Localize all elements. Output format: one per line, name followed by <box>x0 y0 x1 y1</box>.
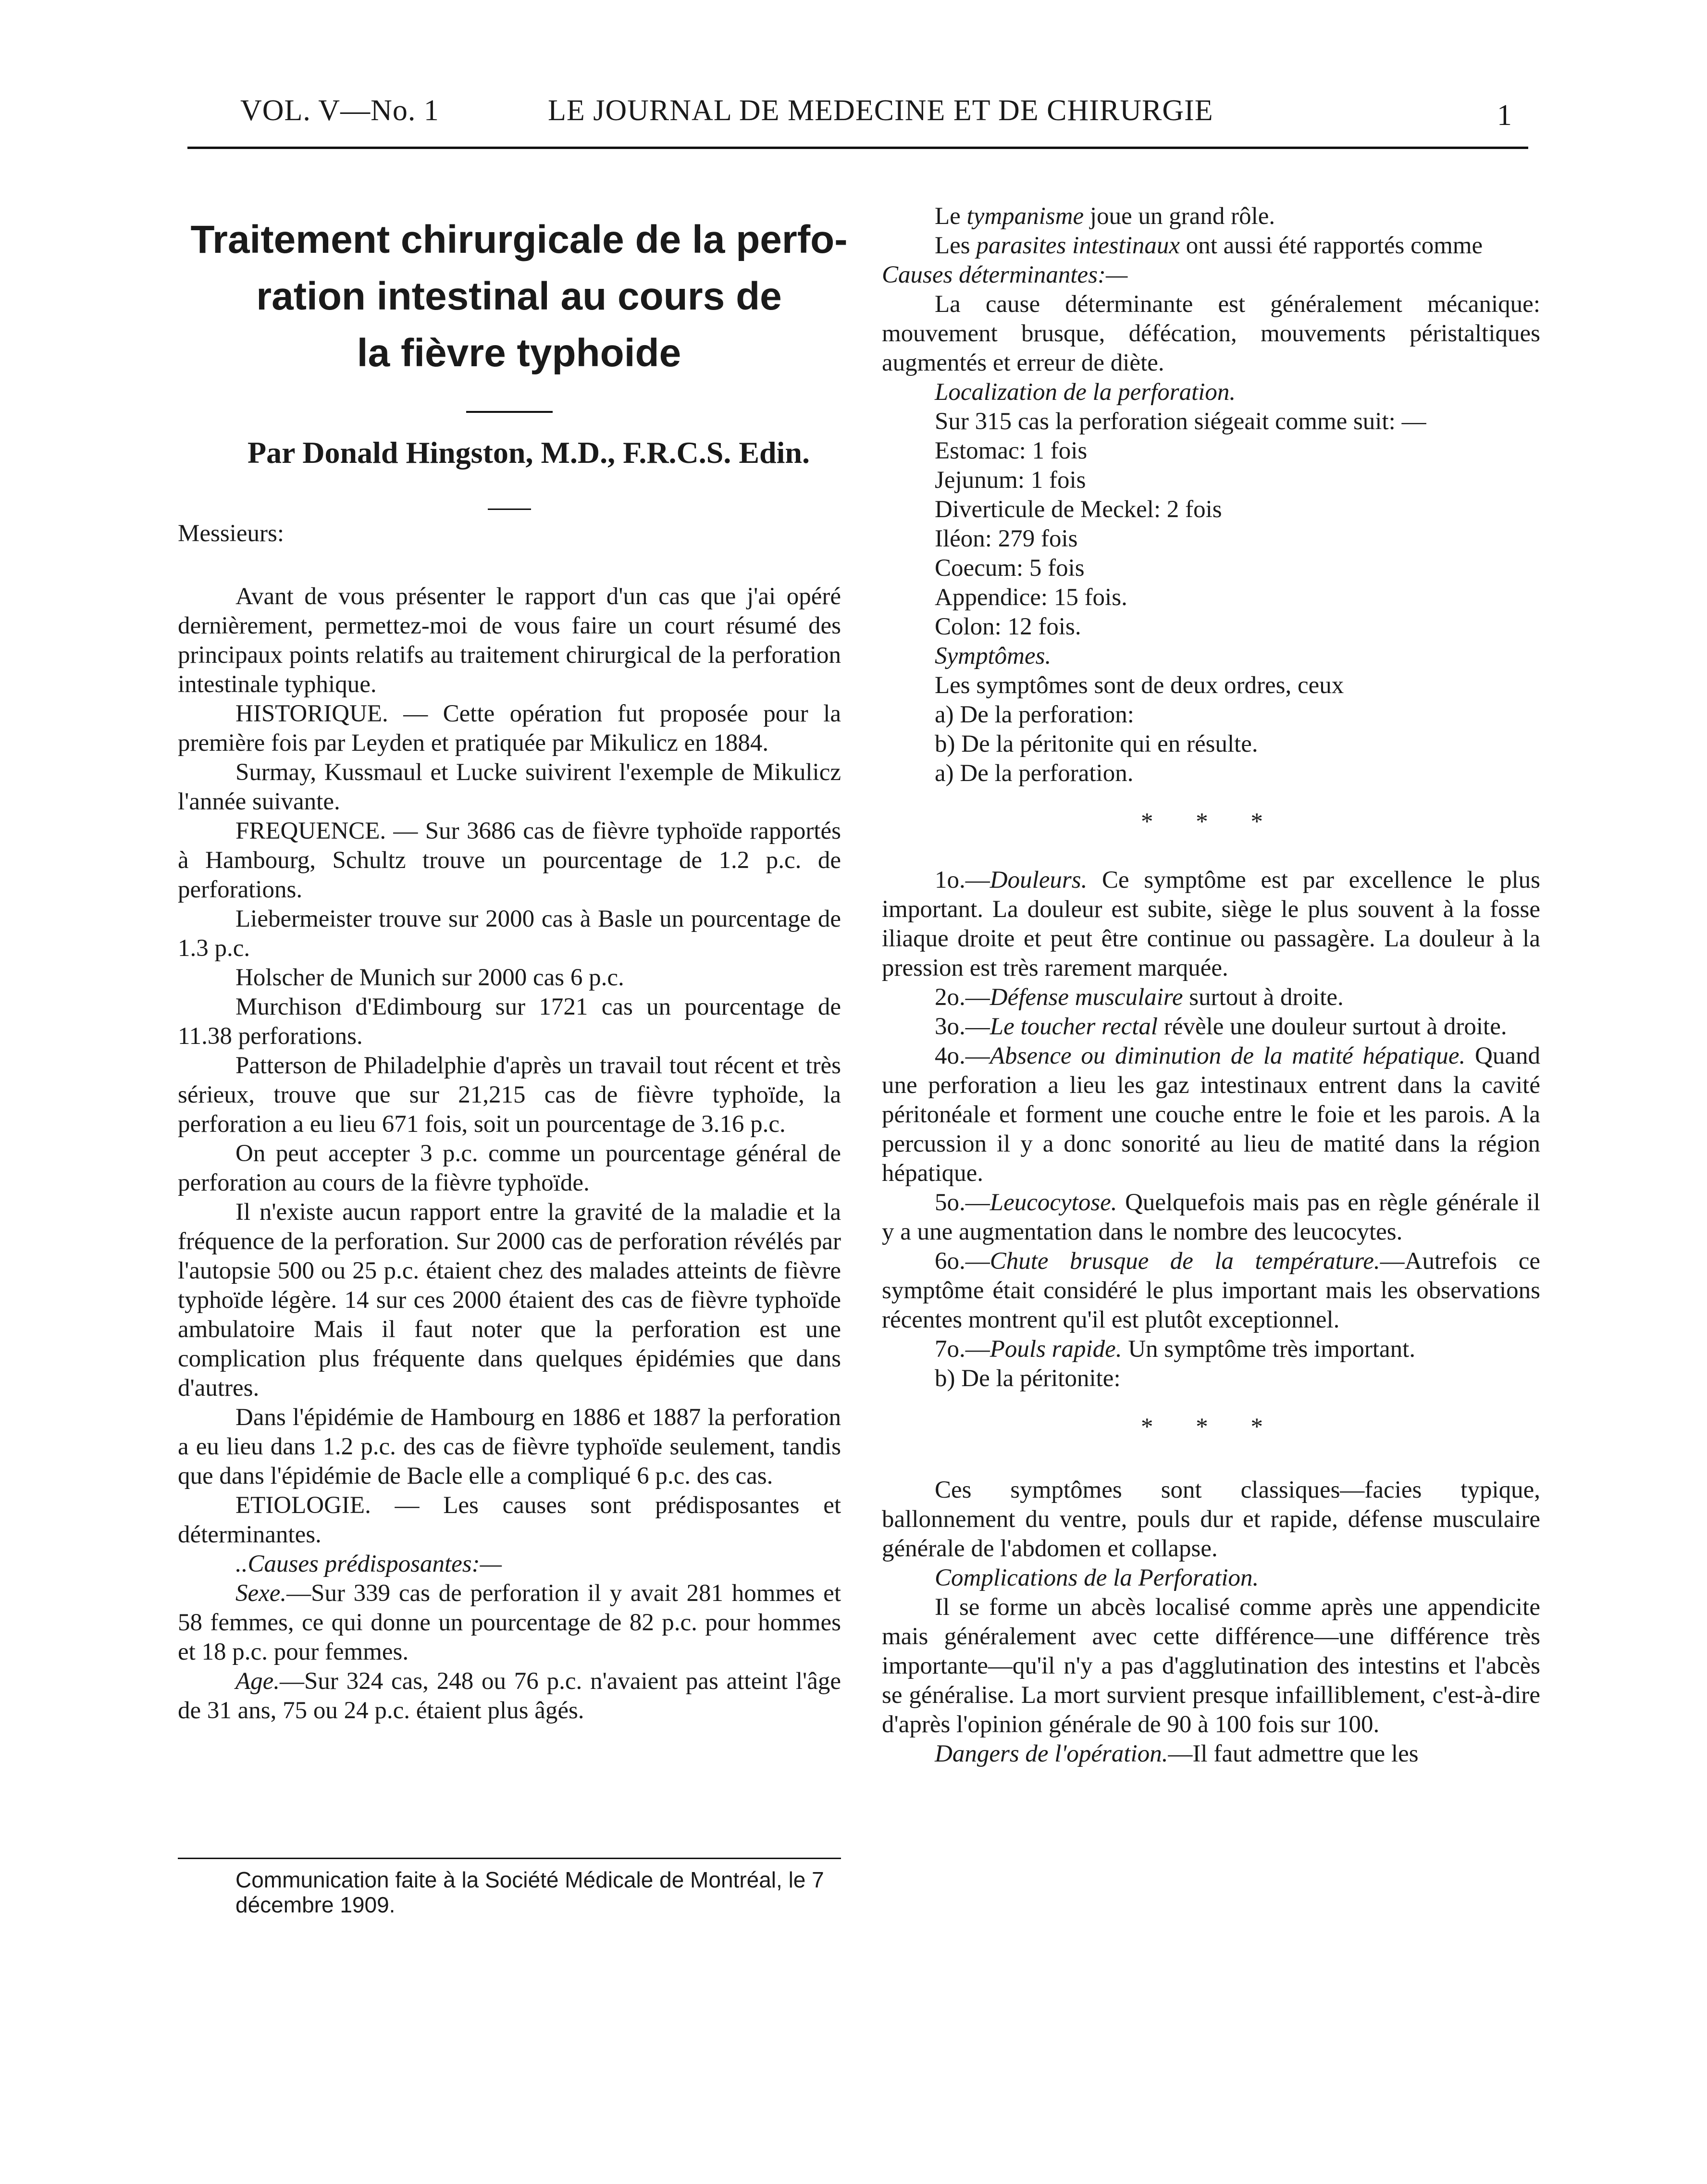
list-item: Appendice: 15 fois. <box>935 584 1127 611</box>
symptom-4 <box>882 1042 1540 1188</box>
parasites-line <box>882 231 1540 261</box>
section-stars: * * * <box>1141 808 1281 835</box>
symptomes-intro: Les symptômes sont de deux ordres, ceux <box>935 672 1344 699</box>
section-stars: * * * <box>1141 1414 1281 1440</box>
peritonite-line: b) De la péritonite: <box>935 1365 1121 1392</box>
complications-paragraph: Il se forme un abcès localisé comme après une appendicite mais généralement avec cette différence—une différence très importante—qu'il n'y a pas d'agglutination des intestins et l'abcès se généralise. La mort survient presque infailliblement, c'est-à-dire d'après l'opinion générale de 90 à 100 fois sur 100. <box>882 1594 1540 1738</box>
symptom-term: Défense musculaire <box>990 984 1183 1011</box>
symptom-term: Le toucher rectal <box>990 1013 1158 1040</box>
text: Ce symptôme est par excellence le plus important. La douleur est subite, siège le plus souvent à la fosse iliaque droite et peut être continue ou passagère. La douleur à la pression est très rarement marquée. <box>882 867 1540 981</box>
symptom-term: Pouls rapide. <box>990 1336 1122 1363</box>
paragraph: Il n'existe aucun rapport entre la gravité de la maladie et la fréquence de la perforation. Sur 2000 cas de perforation révélés par l'autopsie 500 ou 25 p.c. étaient chez des malades atteints de fièvre typhoïde légère. 14 sur ces 2000 étaient des cas de fièvre typhoïde ambulatoire Mais il faut noter que la perforation est une complication plus fréquente dans quelques épidémies que dans d'autres. <box>178 1199 841 1402</box>
age-text: —Sur 324 cas, 248 ou 76 p.c. n'avaient pas atteint l'âge de 31 ans, 75 ou 24 p.c. étaient plus âgés. <box>178 1668 841 1724</box>
footnote-rule <box>178 1858 841 1859</box>
symptom-3 <box>882 1012 1540 1042</box>
parasites-term: parasites intestinaux <box>976 232 1180 259</box>
text: Quelquefois mais pas en règle générale il y a une augmentation dans le nombre des leucocytes. <box>882 1189 1540 1245</box>
paragraph: ETIOLOGIE. — Les causes sont prédisposantes et déterminantes. <box>178 1492 841 1548</box>
text: —Il faut admettre que les <box>1168 1740 1419 1767</box>
paragraph: Dans l'épidémie de Hambourg en 1886 et 1887 la perforation a eu lieu dans 1.2 p.c. des cas de fièvre typhoïde seulement, tandis que dans l'épidémie de Bacle elle a compliqué 6 p.c. des cas. <box>178 1404 841 1489</box>
symptom-term: Chute brusque de la température. <box>990 1248 1380 1275</box>
causes-predisposantes-heading: ..Causes prédisposantes:— <box>235 1551 502 1577</box>
symptom-2 <box>882 983 1540 1012</box>
localization-heading: Localization de la perforation. <box>935 379 1236 406</box>
cause-paragraph: La cause déterminante est généralement mécanique: mouvement brusque, défécation, mouvements péristaltiques augmentés et erreur de diète. <box>882 291 1540 376</box>
footnote: Communication faite à la Société Médicale de Montréal, le 7 décembre 1909. <box>235 1867 824 1917</box>
text: —Autrefois ce symptôme était considéré le plus important mais les observations récentes montrent qu'il est plutôt exceptionnel. <box>882 1248 1540 1333</box>
text: Un symptôme très important. <box>1122 1336 1416 1363</box>
paragraph: On peut accepter 3 p.c. comme un pourcentage général de perforation au cours de la fièvre typhoïde. <box>178 1140 841 1196</box>
symptom-term: Douleurs. <box>990 867 1088 893</box>
dangers-line <box>882 1739 1540 1769</box>
list-item: Estomac: 1 fois <box>935 437 1088 464</box>
text: Les <box>935 232 977 259</box>
symptom-1 <box>882 866 1540 983</box>
volume-number: VOL. V—No. 1 <box>240 94 439 127</box>
num: 5o.— <box>935 1189 990 1216</box>
list-item: Diverticule de Meckel: 2 fois <box>935 496 1222 523</box>
symptom-term: Leucocytose. <box>990 1189 1117 1216</box>
title-line-1: Traitement chirurgicale de la perfo- <box>190 218 848 261</box>
paragraph: Avant de vous présenter le rapport d'un cas que j'ai opéré dernièrement, permettez-moi de vous faire un court résumé des principaux points relatifs au traitement chirurgical de la perforation intestinale typhique. <box>178 583 841 698</box>
num: 2o.— <box>935 984 990 1011</box>
salutation: Messieurs: <box>178 520 284 547</box>
header-rule <box>187 147 1528 149</box>
text: ont aussi été rapportés comme <box>1179 232 1483 259</box>
num: 1o.— <box>935 867 990 893</box>
title-line-2: ration intestinal au cours de <box>256 274 782 318</box>
paragraph: HISTORIQUE. — Cette opération fut proposée pour la première fois par Leyden et pratiquée par Mikulicz en 1884. <box>178 700 841 757</box>
classiques-paragraph: Ces symptômes sont classiques—facies typique, ballonnement du ventre, pouls dur et rapide, défense musculaire générale de l'abdomen et collapse. <box>882 1477 1540 1562</box>
paragraph-age <box>178 1667 841 1725</box>
list-item: Coecum: 5 fois <box>935 555 1085 582</box>
list-item: Iléon: 279 fois <box>935 525 1078 552</box>
journal-title: LE JOURNAL DE MEDECINE ET DE CHIRURGIE <box>548 94 1213 127</box>
num: 6o.— <box>935 1248 990 1275</box>
title-divider <box>466 411 553 413</box>
left-column <box>178 519 841 1725</box>
text: Quand une perforation a lieu les gaz intestinaux entrent dans la cavité péritonéale et forment une couche entre le foie et les parois. A la percussion il y a donc sonorité au lieu de matité dans la région hépatique. <box>882 1042 1541 1187</box>
tympanisme-term: tympanisme <box>966 203 1084 230</box>
byline: Par Donald Hingston, M.D., F.R.C.S. Edin. <box>247 435 810 470</box>
text: surtout à droite. <box>1183 984 1344 1011</box>
site-list <box>882 407 1540 788</box>
text: joue un grand rôle. <box>1084 203 1275 230</box>
causes-determinantes-heading: Causes déterminantes:— <box>882 261 1128 288</box>
text: Le <box>935 203 967 230</box>
paragraph: FREQUENCE. — Sur 3686 cas de fièvre typhoïde rapportés à Hambourg, Schultz trouve un pourcentage de 1.2 p.c. de perforations. <box>178 818 841 903</box>
symptomes-heading: Symptômes. <box>935 643 1051 670</box>
age-label: Age. <box>235 1668 280 1695</box>
title-line-3: la fièvre typhoide <box>357 331 681 375</box>
symptom-term: Absence ou diminution de la matité hépatique. <box>990 1042 1466 1069</box>
dangers-term: Dangers de l'opération. <box>935 1740 1168 1767</box>
num: 4o.— <box>935 1042 990 1069</box>
paragraph-sexe <box>178 1579 841 1667</box>
sexe-text: —Sur 339 cas de perforation il y avait 281 hommes et 58 femmes, ce qui donne un pourcentage de 82 p.c. pour hommes et 18 p.c. pour femmes. <box>178 1580 841 1665</box>
num: 7o.— <box>935 1336 990 1363</box>
sexe-label: Sexe. <box>235 1580 287 1607</box>
symptom-5 <box>882 1188 1540 1247</box>
list-item: Jejunum: 1 fois <box>935 467 1086 494</box>
list-item: b) De la péritonite qui en résulte. <box>935 731 1258 757</box>
paragraph: Surmay, Kussmaul et Lucke suivirent l'exemple de Mikulicz l'année suivante. <box>178 759 841 815</box>
paragraph: Murchison d'Edimbourg sur 1721 cas un pourcentage de 11.38 perforations. <box>178 993 841 1050</box>
paragraph: Holscher de Munich sur 2000 cas 6 p.c. <box>235 964 624 991</box>
localization-intro: Sur 315 cas la perforation siégeait comme suit: — <box>935 408 1426 435</box>
symptom-6 <box>882 1247 1540 1335</box>
byline-divider <box>488 509 531 510</box>
tympanisme-line <box>882 202 1540 231</box>
article-title <box>163 211 875 382</box>
symptom-7 <box>882 1335 1540 1364</box>
list-item: Colon: 12 fois. <box>935 613 1081 640</box>
list-item: a) De la perforation: <box>935 701 1134 728</box>
paragraph: Patterson de Philadelphie d'après un travail tout récent et très sérieux, trouve que sur 21,215 cas de fièvre typhoïde, la perforation a eu lieu 671 fois, soit un pourcentage de 3.16 p.c. <box>178 1052 841 1138</box>
complications-heading: Complications de la Perforation. <box>935 1564 1259 1591</box>
list-item: a) De la perforation. <box>935 760 1134 787</box>
page-number: 1 <box>1497 99 1512 132</box>
num: 3o.— <box>935 1013 990 1040</box>
paragraph: Liebermeister trouve sur 2000 cas à Basle un pourcentage de 1.3 p.c. <box>178 906 841 962</box>
right-column <box>882 202 1540 1769</box>
text: révèle une douleur surtout à droite. <box>1158 1013 1507 1040</box>
